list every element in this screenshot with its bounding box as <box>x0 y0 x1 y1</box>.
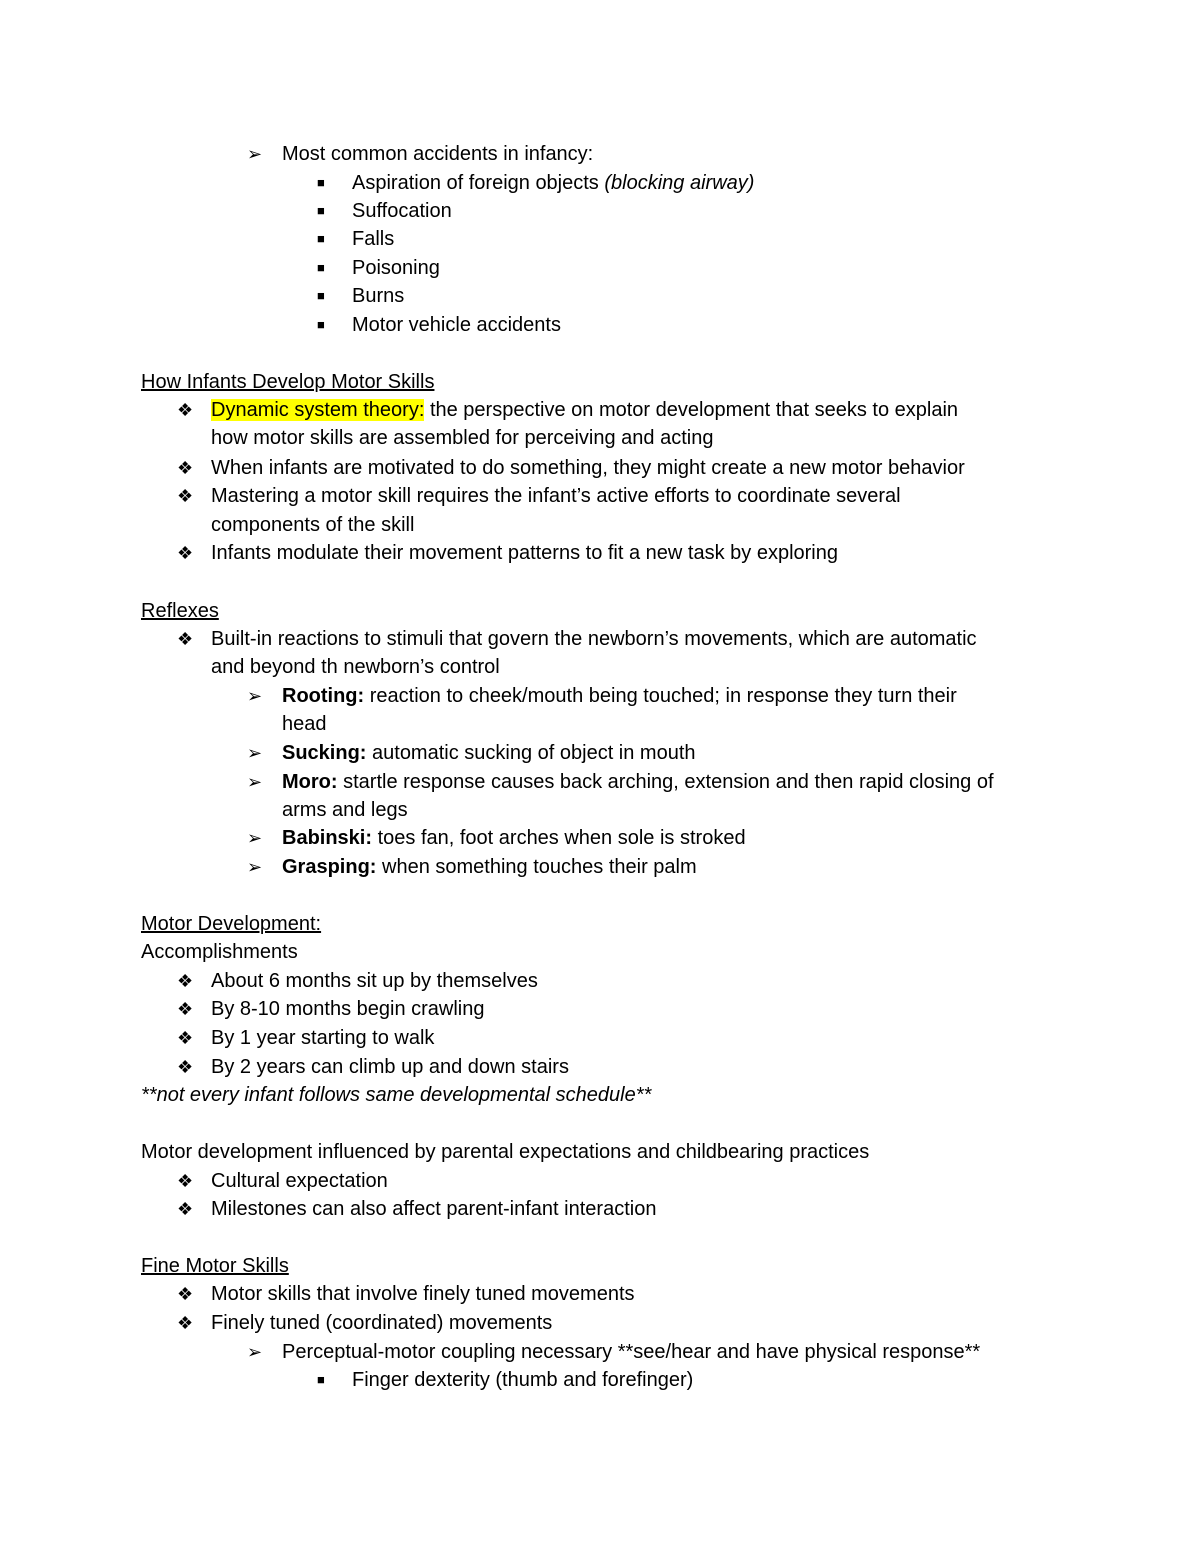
accident-item: Burns <box>352 285 405 307</box>
list-item: By 2 years can climb up and down stairs <box>211 1056 569 1078</box>
list-item: Cultural expectation <box>211 1170 388 1192</box>
arrow-bullet-icon: ➢ <box>247 857 263 877</box>
list-item-continuation: and beyond th newborn’s control <box>211 656 500 678</box>
diamond-bullet-icon: ❖ <box>177 543 194 563</box>
accident-item: Motor vehicle accidents <box>352 314 561 336</box>
diamond-bullet-icon: ❖ <box>177 1199 194 1219</box>
list-item: When infants are motivated to do something, they might create a new motor behavior <box>211 457 965 479</box>
arrow-bullet-icon: ➢ <box>247 686 263 706</box>
diamond-bullet-icon: ❖ <box>177 1171 194 1191</box>
reflex-item-sucking: Sucking: automatic sucking of object in mouth <box>282 742 696 764</box>
diamond-bullet-icon: ❖ <box>177 971 194 991</box>
list-item: By 1 year starting to walk <box>211 1027 435 1049</box>
list-item-continuation: head <box>282 713 327 735</box>
list-item: About 6 months sit up by themselves <box>211 970 538 992</box>
list-item: Perceptual-motor coupling necessary **see/hear and have physical response** <box>282 1341 981 1363</box>
reflex-item-babinski: Babinski: toes fan, foot arches when sole is stroked <box>282 827 746 849</box>
section-heading-motor-skills: How Infants Develop Motor Skills <box>141 371 435 393</box>
reflex-item-rooting: Rooting: reaction to cheek/mouth being touched; in response they turn their <box>282 685 957 707</box>
diamond-bullet-icon: ❖ <box>177 400 194 420</box>
list-item: Built-in reactions to stimuli that govern the newborn’s movements, which are automatic <box>211 628 977 650</box>
section-heading-reflexes: Reflexes <box>141 600 219 622</box>
list-item: Motor skills that involve finely tuned movements <box>211 1283 635 1305</box>
list-item-continuation: arms and legs <box>282 799 408 821</box>
arrow-bullet-icon: ➢ <box>247 1342 263 1362</box>
arrow-bullet-icon: ➢ <box>247 828 263 848</box>
reflex-item-grasping: Grasping: when something touches their palm <box>282 856 697 878</box>
section-heading-fine-motor: Fine Motor Skills <box>141 1255 289 1277</box>
arrow-bullet-icon: ➢ <box>247 772 263 792</box>
diamond-bullet-icon: ❖ <box>177 1313 194 1333</box>
accidents-title: Most common accidents in infancy: <box>282 143 594 165</box>
list-item: Finely tuned (coordinated) movements <box>211 1312 553 1334</box>
accident-item: Suffocation <box>352 200 452 222</box>
square-bullet-icon: ■ <box>317 260 325 275</box>
diamond-bullet-icon: ❖ <box>177 1057 194 1077</box>
diamond-bullet-icon: ❖ <box>177 1284 194 1304</box>
influence-text: Motor development influenced by parental expectations and childbearing practices <box>141 1141 870 1163</box>
list-item: Milestones can also affect parent-infant interaction <box>211 1198 657 1220</box>
list-item: Dynamic system theory: the perspective on motor development that seeks to explain <box>211 399 959 421</box>
diamond-bullet-icon: ❖ <box>177 999 194 1019</box>
square-bullet-icon: ■ <box>317 175 325 190</box>
accident-item: Aspiration of foreign objects (blocking airway) <box>352 172 755 194</box>
diamond-bullet-icon: ❖ <box>177 629 194 649</box>
accident-item: Poisoning <box>352 257 440 279</box>
highlighted-term: Dynamic system theory: <box>211 399 425 421</box>
square-bullet-icon: ■ <box>317 317 325 332</box>
list-item: By 8-10 months begin crawling <box>211 998 485 1020</box>
reflex-item-moro: Moro: startle response causes back arching, extension and then rapid closing of <box>282 771 994 793</box>
list-item-continuation: how motor skills are assembled for perceiving and acting <box>211 427 714 449</box>
arrow-bullet-icon: ➢ <box>247 743 263 763</box>
arrow-bullet-icon: ➢ <box>247 144 263 164</box>
diamond-bullet-icon: ❖ <box>177 1028 194 1048</box>
list-item-continuation: components of the skill <box>211 514 415 536</box>
list-item: Mastering a motor skill requires the infant’s active efforts to coordinate several <box>211 485 901 507</box>
diamond-bullet-icon: ❖ <box>177 486 194 506</box>
square-bullet-icon: ■ <box>317 288 325 303</box>
square-bullet-icon: ■ <box>317 1372 325 1387</box>
list-item: Finger dexterity (thumb and forefinger) <box>352 1369 694 1391</box>
list-item: Infants modulate their movement patterns to fit a new task by exploring <box>211 542 838 564</box>
diamond-bullet-icon: ❖ <box>177 458 194 478</box>
square-bullet-icon: ■ <box>317 231 325 246</box>
section-heading-motor-development: Motor Development: <box>141 913 322 935</box>
note-text: **not every infant follows same developmental schedule** <box>141 1084 652 1106</box>
subheading-accomplishments: Accomplishments <box>141 941 298 963</box>
accident-item: Falls <box>352 228 395 250</box>
square-bullet-icon: ■ <box>317 203 325 218</box>
